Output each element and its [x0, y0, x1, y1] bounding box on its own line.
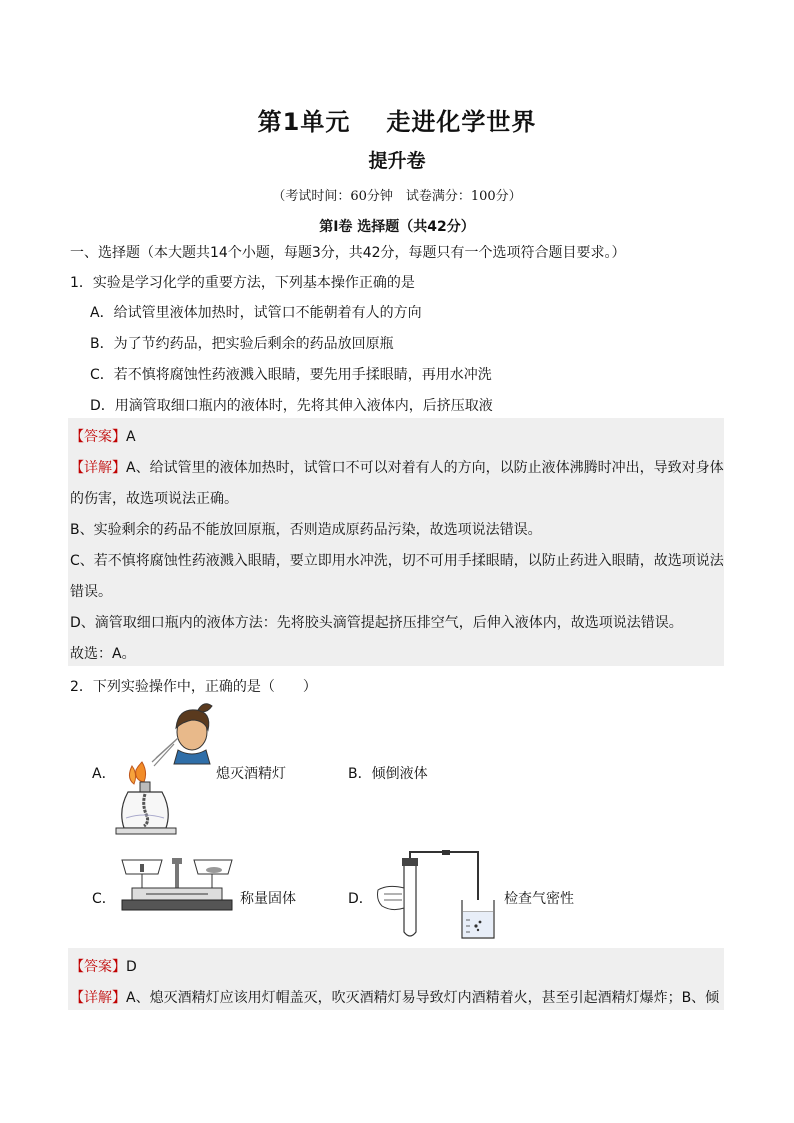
unit-topic: 走进化学世界 — [386, 108, 537, 136]
q1-detail-c1: C、若不慎将腐蚀性药液溅入眼睛，要立即用水冲洗，切不可用手揉眼睛，以防止药进入眼睛，故选项说法 — [70, 553, 724, 569]
answer-tag: 【答案】 — [70, 429, 126, 445]
q2-answer — [70, 956, 137, 976]
blow-out-lamp-illustration — [112, 700, 217, 840]
q1-answer — [70, 426, 136, 446]
q1-detail-d: D、滴管取细口瓶内的液体方法：先将胶头滴管提起挤压排空气，后伸入液体内，故选项说法错误。 — [70, 615, 683, 631]
q1-option-b: B．为了节约药品，把实验后剩余的药品放回原瓶 — [90, 336, 394, 352]
q1-option-a: A．给试管里液体加热时，试管口不能朝着有人的方向 — [90, 305, 422, 321]
answer-value: D — [126, 959, 137, 975]
answer-tag: 【答案】 — [70, 959, 126, 975]
balance-scale-illustration — [116, 856, 238, 916]
q1-option-d: D．用滴管取细口瓶内的液体时，先将其伸入液体内，后挤压取液 — [90, 398, 493, 414]
q2-option-c-label: 称量固体 — [240, 891, 296, 907]
q2-option-d-letter: D． — [348, 891, 373, 907]
q2-option-c-letter: C． — [92, 891, 116, 907]
page-title — [0, 102, 794, 137]
q1-option-c: C．若不慎将腐蚀性药液溅入眼睛，要先用手揉眼睛，再用水冲洗 — [90, 367, 492, 383]
q1-detail-c2: 错误。 — [70, 584, 112, 600]
answer-value: A — [126, 429, 136, 445]
q2-option-a-letter: A． — [92, 766, 116, 782]
q1-detail-a1: 【详解】A、给试管里的液体加热时，试管口不可以对着有人的方向，以防止液体沸腾时冲出，导致对身体 — [70, 460, 724, 476]
q1-conclusion: 故选：A。 — [70, 646, 136, 662]
q1-detail-a2: 的伤害，故选项说法正确。 — [70, 491, 238, 507]
q2-option-b: B．倾倒液体 — [348, 766, 428, 782]
exam-info: （考试时间：60分钟 试卷满分：100分） — [272, 189, 522, 204]
section-heading: 第Ⅰ卷 选择题（共42分） — [319, 219, 475, 235]
detail-tag: 【详解】 — [70, 460, 126, 476]
q1-stem: 1．实验是学习化学的重要方法，下列基本操作正确的是 — [70, 275, 415, 291]
q2-detail-1: 【详解】A、熄灭酒精灯应该用灯帽盖灭，吹灭酒精灯易导致灯内酒精着火，甚至引起酒精灯爆炸；B、倾 — [70, 990, 720, 1006]
airtightness-test-illustration — [374, 850, 500, 942]
q1-detail-b: B、实验剩余的药品不能放回原瓶，否则造成原药品污染，故选项说法错误。 — [70, 522, 542, 538]
page-subtitle: 提升卷 — [368, 150, 426, 172]
q2-option-d-label: 检查气密性 — [504, 891, 574, 907]
q2-stem: 2．下列实验操作中，正确的是（ ） — [70, 679, 317, 695]
detail-tag: 【详解】 — [70, 990, 126, 1006]
unit-number: 第1单元 — [257, 108, 351, 136]
q2-option-a-label: 熄灭酒精灯 — [216, 766, 286, 782]
instructions: 一、选择题（本大题共14个小题，每题3分，共42分，每题只有一个选项符合题目要求。） — [70, 245, 626, 261]
